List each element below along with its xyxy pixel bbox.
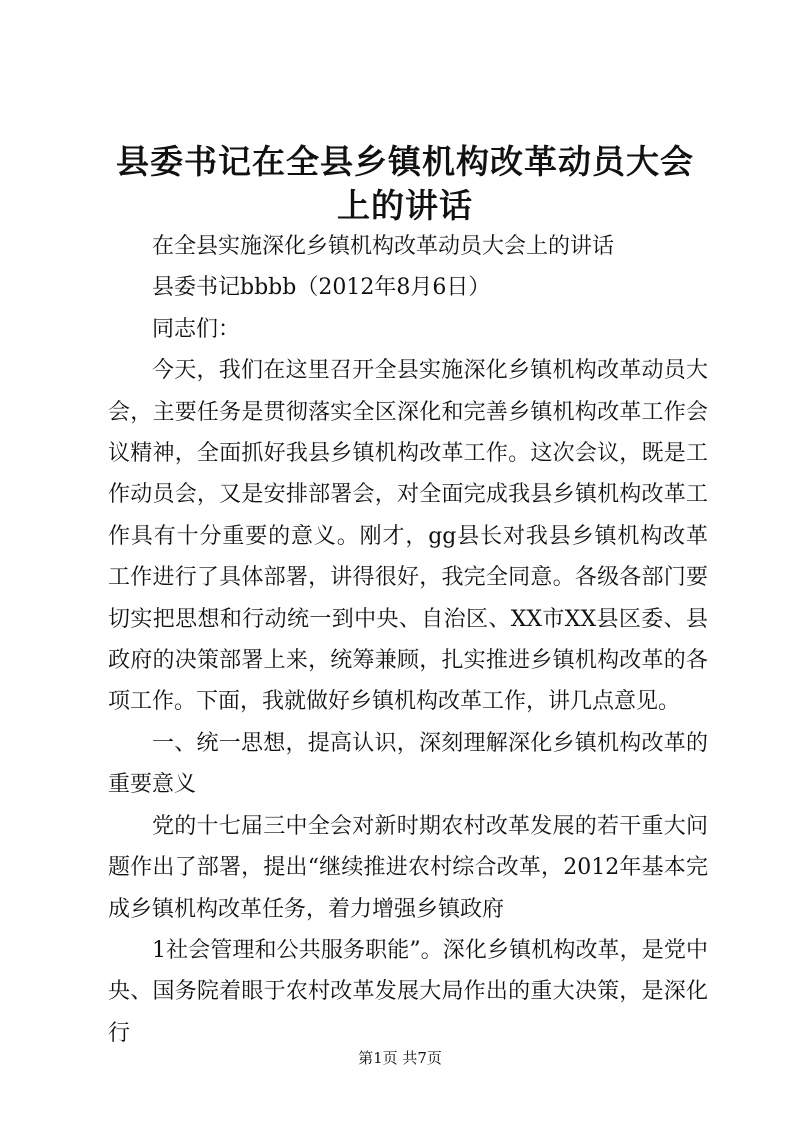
paragraph-section-heading: 一、统一思想，提高认识，深刻理解深化乡镇机构改革的重要意义 <box>108 730 708 798</box>
paragraph-opening: 今天，我们在这里召开全县实施深化乡镇机构改革动员大会，主要任务是贯彻落实全区深化和完善乡镇机构改革工作会议精神，全面抓好我县乡镇机构改革工作。这次会议，既是工作动员会，又是安排部署会，对全面完成我县乡镇机构改革工作具有十分重要的意义。刚才，gg县长对我县乡镇机构改革工作进行了具体部署，讲得很好，我完全同意。各级各部门要切实把思想和行动统一到中央、自治区、XX市XX县区委、县政府的决策部署上来，统筹兼顾，扎实推进乡镇机构改革的各项工作。下面，我就做好乡镇机构改革工作，讲几点意见。 <box>108 358 708 715</box>
paragraph-salutation: 同志们： <box>152 316 241 342</box>
paragraph-subtitle: 在全县实施深化乡镇机构改革动员大会上的讲话 <box>152 234 615 259</box>
document-body <box>108 226 708 1054</box>
paragraph-body: 党的十七届三中全会对新时期农村改革发展的若干重大问题作出了部署，提出“继续推进农村综合改革，2012年基本完成乡镇机构改革任务，着力增强乡镇政府 <box>108 813 708 922</box>
paragraph-body: 1社会管理和公共服务职能”。深化乡镇机构改革，是党中央、国务院着眼于农村改革发展大局作出的重大决策，是深化行 <box>108 937 708 1046</box>
paragraph-author-date: 县委书记bbbb（2012年8月6日） <box>152 275 491 301</box>
document-title: 县委书记在全县乡镇机构改革动员大会上的讲话 <box>116 142 694 225</box>
page-footer: 第1页 共7页 <box>358 1049 442 1067</box>
